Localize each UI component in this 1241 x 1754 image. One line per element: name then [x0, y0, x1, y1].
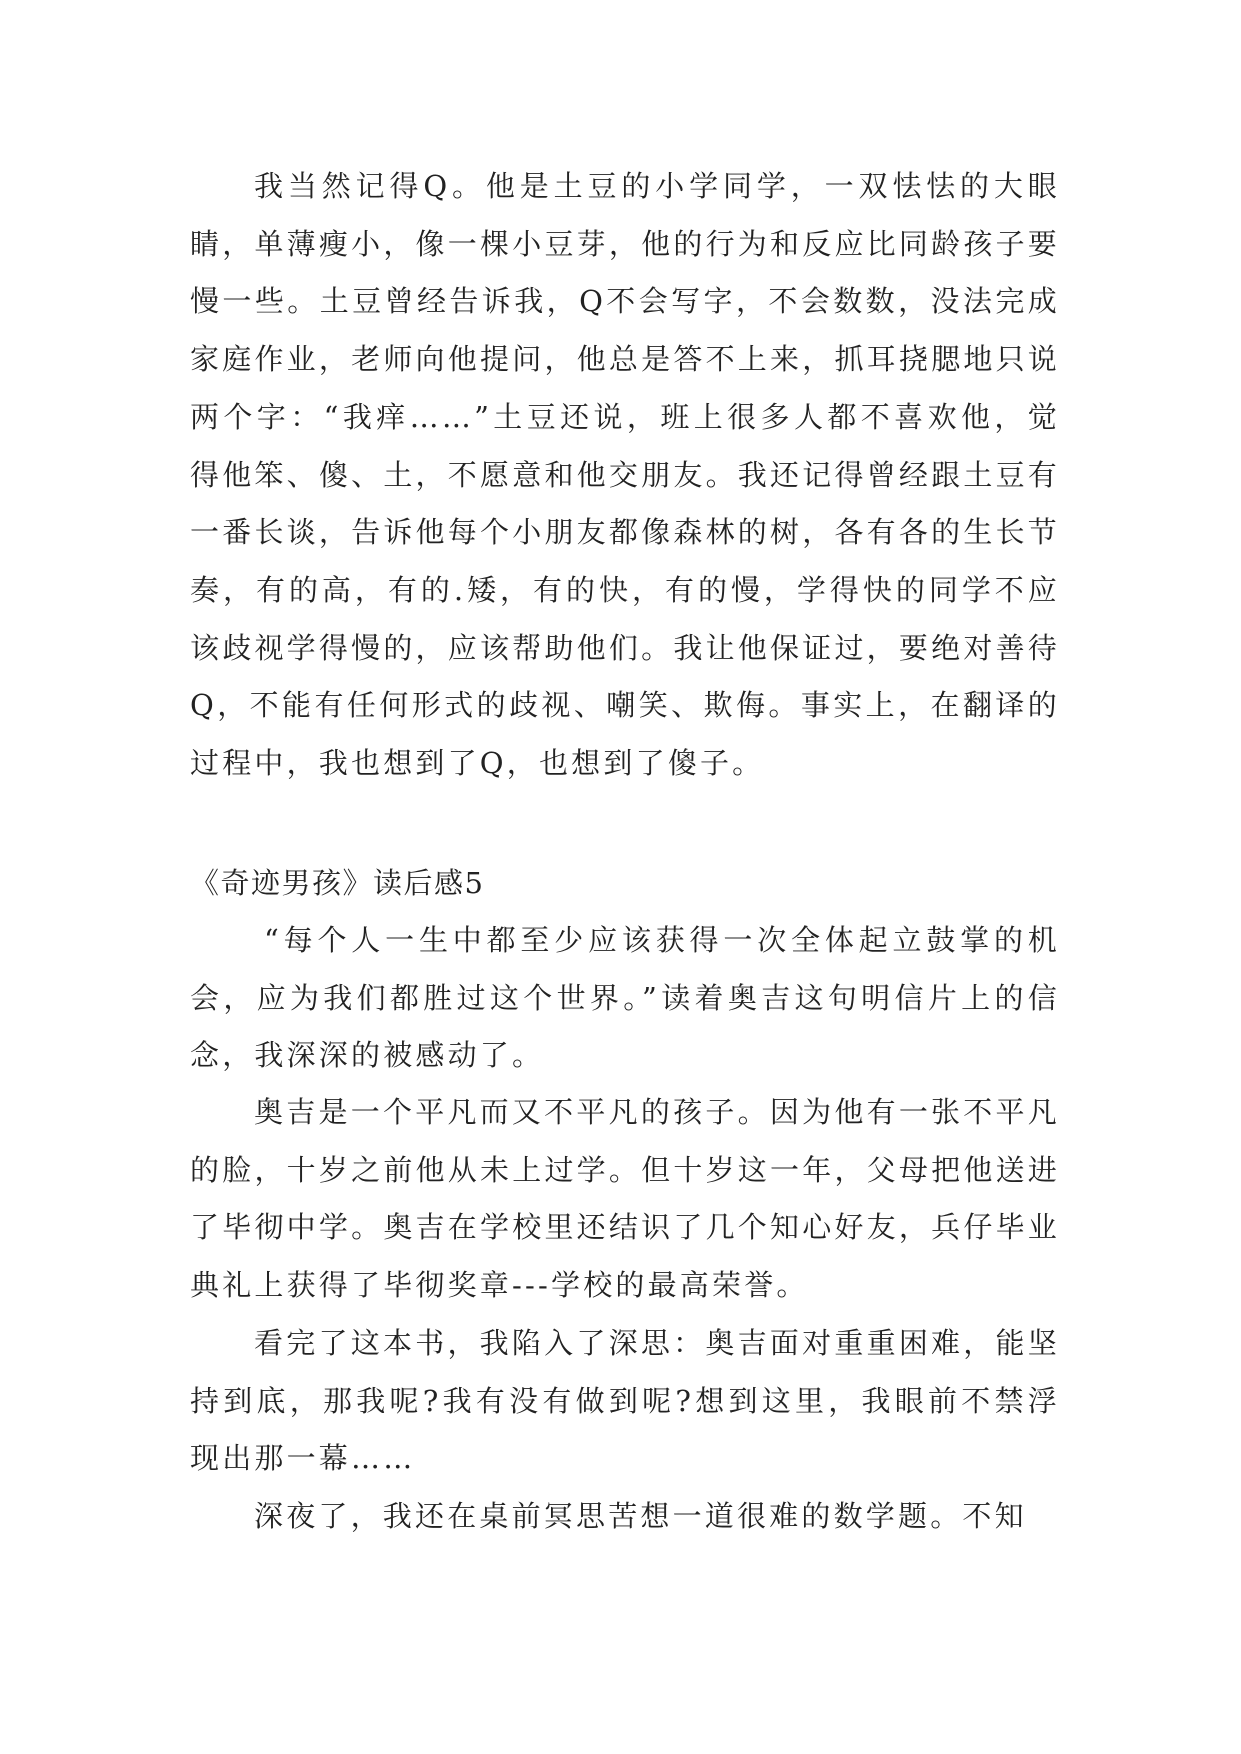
paragraph-reflection: 看完了这本书，我陷入了深思：奥吉面对重重困难，能坚持到底，那我呢?我有没有做到呢?想到这里，我眼前不禁浮现出那一幕……: [190, 1326, 1060, 1476]
section-heading: 《奇迹男孩》读后感5: [190, 866, 485, 900]
paragraph-q-memory: 我当然记得Q。他是土豆的小学同学，一双怯怯的大眼睛，单薄瘦小，像一棵小豆芽，他的行为和反应比同龄孩子要慢一些。土豆曾经告诉我，Q不会写字，不会数数，没法完成家庭作业，老师向他提问，他总是答不上来，抓耳挠腮地只说两个字：“我痒……”土豆还说，班上很多人都不喜欢他，觉得他笨、傻、土，不愿意和他交朋友。我还记得曾经跟土豆有一番长谈，告诉他每个小朋友都像森林的树，各有各的生长节奏，有的高，有的.矮，有的快，有的慢，学得快的同学不应该歧视学得慢的，应该帮助他们。我让他保证过，要绝对善待Q，不能有任何形式的歧视、嘲笑、欺侮。事实上，在翻译的过程中，我也想到了Q，也想到了傻子。: [190, 169, 1060, 781]
paragraph-auggie-summary: 奥吉是一个平凡而又不平凡的孩子。因为他有一张不平凡的脸，十岁之前他从未上过学。但十岁这一年，父母把他送进了毕彻中学。奥吉在学校里还结识了几个知心好友，兵仔毕业典礼上获得了毕彻奖章---学校的最高荣誉。: [190, 1095, 1060, 1303]
paragraph-quote: “每个人一生中都至少应该获得一次全体起立鼓掌的机会，应为我们都胜过这个世界。”读着奥吉这句明信片上的信念，我深深的被感动了。: [190, 923, 1060, 1073]
paragraph-late-night: 深夜了，我还在桌前冥思苦想一道很难的数学题。不知: [254, 1499, 1027, 1533]
